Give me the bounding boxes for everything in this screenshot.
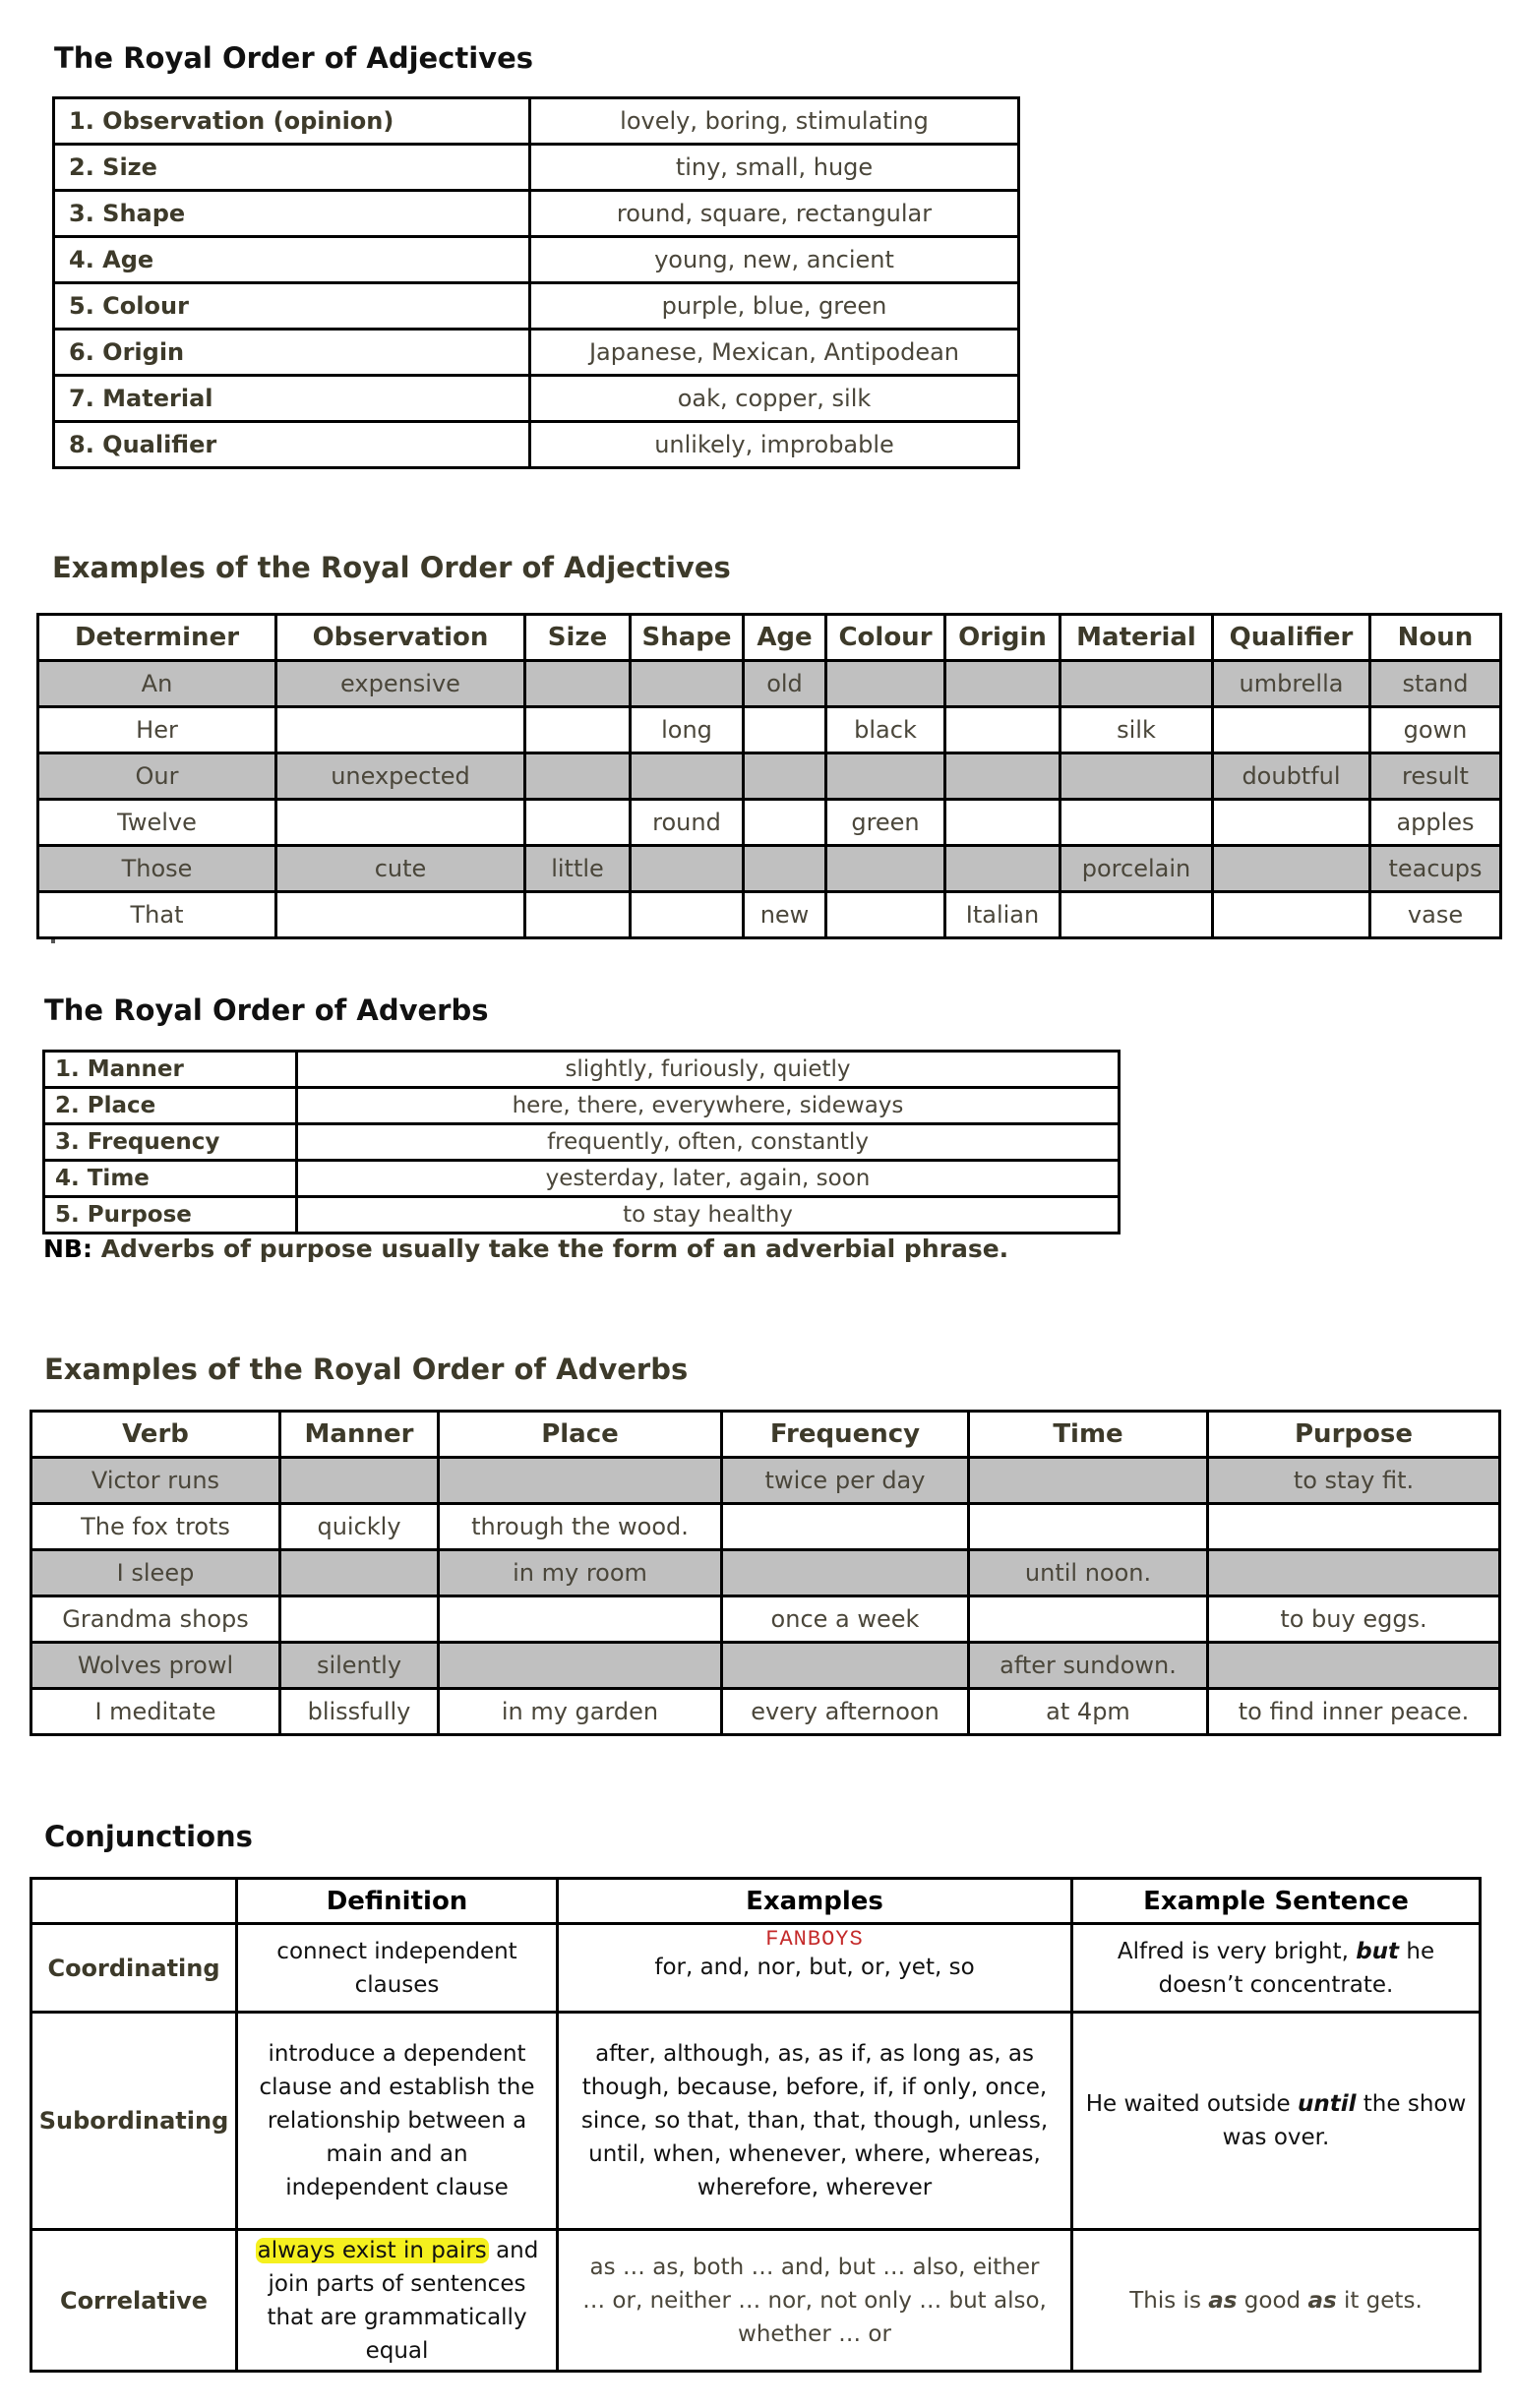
row-label: Coordinating — [31, 1924, 237, 2013]
table-row — [54, 145, 1019, 191]
table-cell — [969, 1596, 1208, 1643]
header-row — [31, 1879, 1481, 1924]
category-examples: here, there, everywhere, sideways — [297, 1088, 1120, 1124]
table-cell: silk — [1060, 707, 1213, 753]
column-header: Place — [439, 1412, 722, 1458]
table-cell: old — [744, 661, 826, 707]
table-cell: stand — [1370, 661, 1501, 707]
table-cell — [631, 753, 744, 800]
category-examples: lovely, boring, stimulating — [530, 98, 1019, 145]
category-examples: purple, blue, green — [530, 283, 1019, 330]
correlative-row — [31, 2230, 1481, 2372]
table-cell — [945, 846, 1060, 892]
table-row — [44, 1052, 1120, 1088]
table-cell: umbrella — [1213, 661, 1370, 707]
table-row — [31, 1689, 1500, 1735]
category-label: 1. Observation (opinion) — [54, 98, 530, 145]
table-cell: new — [744, 892, 826, 938]
table-cell: blissfully — [280, 1689, 439, 1735]
table-cell: Twelve — [38, 800, 276, 846]
note-text: Adverbs of purpose usually take the form of an adverbial phrase. — [91, 1234, 1009, 1263]
table-cell — [276, 892, 525, 938]
column-header: Purpose — [1208, 1412, 1500, 1458]
column-header: Origin — [945, 615, 1060, 661]
sentence-emphasis: as — [1208, 2287, 1238, 2314]
table-row — [54, 422, 1019, 468]
table-row — [38, 707, 1501, 753]
category-label: 3. Shape — [54, 191, 530, 237]
adverbs-note — [43, 1234, 1008, 1263]
table-row — [44, 1161, 1120, 1197]
subordinating-row — [31, 2013, 1481, 2230]
table-row — [38, 800, 1501, 846]
table-cell: That — [38, 892, 276, 938]
row-label: Subordinating — [31, 2013, 237, 2230]
column-header: Material — [1060, 615, 1213, 661]
table-cell — [1060, 800, 1213, 846]
column-header: Examples — [558, 1879, 1072, 1924]
table-cell: vase — [1370, 892, 1501, 938]
table-row — [38, 661, 1501, 707]
table-cell: little — [525, 846, 631, 892]
table-row — [54, 98, 1019, 145]
adverbs-order-table — [42, 1050, 1121, 1234]
category-label: 6. Origin — [54, 330, 530, 376]
table-cell — [525, 661, 631, 707]
category-label: 2. Place — [44, 1088, 297, 1124]
header-row — [31, 1412, 1500, 1458]
table-cell: to find inner peace. — [1208, 1689, 1500, 1735]
table-row — [31, 1458, 1500, 1504]
table-cell — [1060, 661, 1213, 707]
column-header: Manner — [280, 1412, 439, 1458]
table-cell: apples — [1370, 800, 1501, 846]
table-row — [54, 330, 1019, 376]
fanboys-mnemonic: FANBOYS — [765, 1927, 864, 1952]
table-row — [31, 1596, 1500, 1643]
sentence-emphasis: as — [1307, 2287, 1337, 2314]
table-cell — [439, 1596, 722, 1643]
category-examples: round, square, rectangular — [530, 191, 1019, 237]
sentence-cell — [1072, 2013, 1481, 2230]
table-cell — [744, 800, 826, 846]
table-cell: in my room — [439, 1550, 722, 1596]
category-examples: unlikely, improbable — [530, 422, 1019, 468]
category-label: 4. Age — [54, 237, 530, 283]
adverb-examples-table — [30, 1410, 1501, 1736]
definition-cell: connect independent clauses — [237, 1924, 558, 2013]
table-cell — [280, 1596, 439, 1643]
table-cell — [744, 753, 826, 800]
column-header: Age — [744, 615, 826, 661]
conjunctions-title: Conjunctions — [44, 1820, 253, 1853]
table-cell — [631, 846, 744, 892]
column-header: Frequency — [722, 1412, 969, 1458]
table-cell: teacups — [1370, 846, 1501, 892]
column-header: Colour — [826, 615, 945, 661]
column-header: Determiner — [38, 615, 276, 661]
table-cell: I meditate — [31, 1689, 280, 1735]
table-cell — [1213, 707, 1370, 753]
table-cell: Grandma shops — [31, 1596, 280, 1643]
definition-cell: introduce a dependent clause and establish the relationship between a main and an independent clause — [237, 2013, 558, 2230]
table-cell — [1208, 1643, 1500, 1689]
adverb-examples-title: Examples of the Royal Order of Adverbs — [44, 1353, 689, 1386]
table-cell — [1208, 1550, 1500, 1596]
table-row — [38, 846, 1501, 892]
table-cell: doubtful — [1213, 753, 1370, 800]
sentence-cell — [1072, 1924, 1481, 2013]
sentence-text: This is — [1129, 2287, 1209, 2314]
table-cell — [969, 1504, 1208, 1550]
table-cell — [969, 1458, 1208, 1504]
adjectives-order-table — [52, 96, 1020, 469]
table-cell — [276, 800, 525, 846]
table-cell — [631, 892, 744, 938]
table-cell: unexpected — [276, 753, 525, 800]
table-cell: Her — [38, 707, 276, 753]
adverbs-title: The Royal Order of Adverbs — [44, 993, 489, 1027]
table-cell: cute — [276, 846, 525, 892]
sentence-text: good — [1237, 2287, 1308, 2314]
table-cell — [1213, 846, 1370, 892]
table-row — [54, 237, 1019, 283]
table-row — [44, 1197, 1120, 1234]
table-cell — [1060, 892, 1213, 938]
table-cell: quickly — [280, 1504, 439, 1550]
category-label: 7. Material — [54, 376, 530, 422]
column-header: Noun — [1370, 615, 1501, 661]
table-cell: The fox trots — [31, 1504, 280, 1550]
table-cell: in my garden — [439, 1689, 722, 1735]
table-cell: once a week — [722, 1596, 969, 1643]
table-cell: Wolves prowl — [31, 1643, 280, 1689]
table-cell — [276, 707, 525, 753]
header-row — [38, 615, 1501, 661]
table-row — [38, 753, 1501, 800]
category-label: 3. Frequency — [44, 1124, 297, 1161]
table-cell — [631, 661, 744, 707]
category-examples: Japanese, Mexican, Antipodean — [530, 330, 1019, 376]
category-examples: yesterday, later, again, soon — [297, 1161, 1120, 1197]
table-cell: Victor runs — [31, 1458, 280, 1504]
table-row — [38, 892, 1501, 938]
stray-mark — [51, 939, 55, 943]
examples-cell: as … as, both … and, but … also, either … or, neither … nor, not only … but also, whether … or — [558, 2230, 1072, 2372]
row-label: Correlative — [31, 2230, 237, 2372]
conjunctions-table — [30, 1877, 1482, 2373]
table-cell — [826, 892, 945, 938]
table-cell — [525, 892, 631, 938]
table-cell — [945, 661, 1060, 707]
examples-cell — [558, 1924, 1072, 2013]
table-cell — [525, 800, 631, 846]
table-row — [44, 1124, 1120, 1161]
column-header — [31, 1879, 237, 1924]
examples-text: for, and, nor, but, or, yet, so — [654, 1955, 975, 1980]
category-examples: oak, copper, silk — [530, 376, 1019, 422]
table-cell — [744, 846, 826, 892]
table-cell: twice per day — [722, 1458, 969, 1504]
sentence-emphasis: but — [1356, 1938, 1400, 1964]
sentence-text: the show was over. — [1222, 2091, 1467, 2150]
adjective-examples-table — [36, 613, 1502, 939]
table-cell — [280, 1550, 439, 1596]
table-cell — [1208, 1504, 1500, 1550]
sentence-text: he doesn’t concentrate. — [1158, 1938, 1435, 1998]
table-cell — [280, 1458, 439, 1504]
table-cell: porcelain — [1060, 846, 1213, 892]
sentence-text: He waited outside — [1085, 2091, 1298, 2117]
table-cell — [722, 1643, 969, 1689]
table-cell: through the wood. — [439, 1504, 722, 1550]
table-cell: every afternoon — [722, 1689, 969, 1735]
category-examples: slightly, furiously, quietly — [297, 1052, 1120, 1088]
table-cell: black — [826, 707, 945, 753]
table-cell — [439, 1643, 722, 1689]
column-header: Example Sentence — [1072, 1879, 1481, 1924]
table-cell — [826, 753, 945, 800]
sentence-emphasis: until — [1297, 2091, 1357, 2117]
sentence-text: Alfred is very bright, — [1117, 1938, 1357, 1964]
table-cell — [1213, 892, 1370, 938]
column-header: Qualifier — [1213, 615, 1370, 661]
table-row — [54, 283, 1019, 330]
table-cell — [945, 800, 1060, 846]
table-cell: Italian — [945, 892, 1060, 938]
table-cell: result — [1370, 753, 1501, 800]
table-cell — [826, 661, 945, 707]
sentence-cell — [1072, 2230, 1481, 2372]
column-header: Size — [525, 615, 631, 661]
table-cell: expensive — [276, 661, 525, 707]
column-header: Time — [969, 1412, 1208, 1458]
adjectives-title: The Royal Order of Adjectives — [54, 41, 534, 75]
table-cell — [826, 846, 945, 892]
definition-text: and join parts of sentences that are grammatically equal — [267, 2237, 539, 2364]
examples-cell: after, although, as, as if, as long as, as though, because, before, if, if only, once, since, so that, than, that, though, unless, until, when, whenever, where, whereas, wherefore, wherever — [558, 2013, 1072, 2230]
column-header: Verb — [31, 1412, 280, 1458]
category-label: 5. Purpose — [44, 1197, 297, 1234]
table-cell: after sundown. — [969, 1643, 1208, 1689]
table-cell — [1060, 753, 1213, 800]
coordinating-row — [31, 1924, 1481, 2013]
table-cell — [525, 753, 631, 800]
column-header: Shape — [631, 615, 744, 661]
table-row — [31, 1643, 1500, 1689]
table-row — [31, 1550, 1500, 1596]
category-label: 1. Manner — [44, 1052, 297, 1088]
table-cell: long — [631, 707, 744, 753]
table-cell — [945, 707, 1060, 753]
table-row — [31, 1504, 1500, 1550]
category-label: 8. Qualifier — [54, 422, 530, 468]
category-examples: tiny, small, huge — [530, 145, 1019, 191]
category-label: 2. Size — [54, 145, 530, 191]
table-row — [44, 1088, 1120, 1124]
category-examples: frequently, often, constantly — [297, 1124, 1120, 1161]
highlighted-text: always exist in pairs — [257, 2237, 487, 2263]
table-row — [54, 376, 1019, 422]
table-cell — [744, 707, 826, 753]
column-header: Observation — [276, 615, 525, 661]
table-cell: silently — [280, 1643, 439, 1689]
table-cell: An — [38, 661, 276, 707]
table-cell — [525, 707, 631, 753]
table-cell: gown — [1370, 707, 1501, 753]
table-cell: at 4pm — [969, 1689, 1208, 1735]
table-cell: green — [826, 800, 945, 846]
definition-cell — [237, 2230, 558, 2372]
column-header: Definition — [237, 1879, 558, 1924]
table-cell — [439, 1458, 722, 1504]
adjective-examples-title: Examples of the Royal Order of Adjectives — [52, 551, 731, 584]
note-prefix: NB: — [43, 1234, 92, 1263]
table-cell: to buy eggs. — [1208, 1596, 1500, 1643]
table-cell: Those — [38, 846, 276, 892]
table-cell: round — [631, 800, 744, 846]
table-cell: I sleep — [31, 1550, 280, 1596]
table-cell: to stay fit. — [1208, 1458, 1500, 1504]
category-examples: young, new, ancient — [530, 237, 1019, 283]
table-cell: until noon. — [969, 1550, 1208, 1596]
category-label: 5. Colour — [54, 283, 530, 330]
table-cell: Our — [38, 753, 276, 800]
table-cell — [722, 1550, 969, 1596]
sentence-text: it gets. — [1336, 2287, 1423, 2314]
table-row — [54, 191, 1019, 237]
table-cell — [945, 753, 1060, 800]
table-cell — [722, 1504, 969, 1550]
category-examples: to stay healthy — [297, 1197, 1120, 1234]
table-cell — [1213, 800, 1370, 846]
category-label: 4. Time — [44, 1161, 297, 1197]
